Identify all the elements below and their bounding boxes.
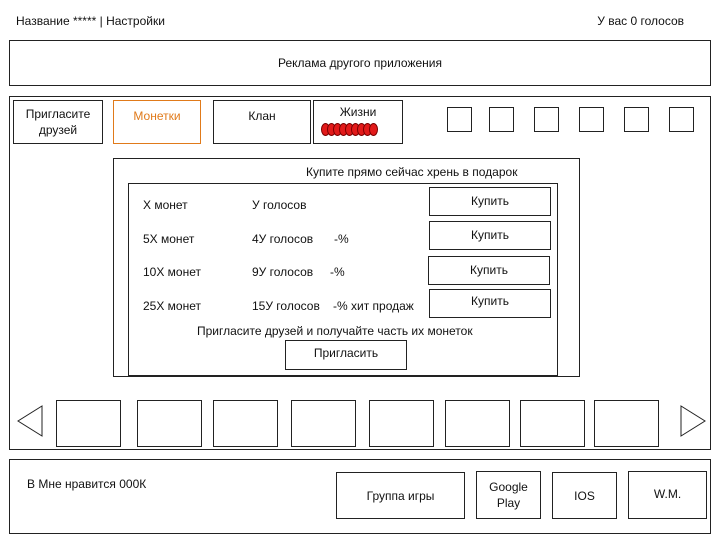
votes-counter: У вас 0 голосов <box>597 14 684 28</box>
window-title: Название ***** | Настройки <box>16 14 165 28</box>
game-group-label: Группа игры <box>366 488 435 503</box>
shop-title: Купите прямо сейчас хрень в подарок <box>306 165 518 179</box>
google-play-label: Google Play <box>489 480 528 510</box>
row-2-votes: 4У голосов <box>252 232 314 246</box>
slot-4[interactable] <box>579 107 604 132</box>
buy-button-1[interactable] <box>429 187 551 216</box>
triangle-left-icon[interactable] <box>16 404 44 438</box>
slot-6[interactable] <box>669 107 694 132</box>
ios-label: IOS <box>574 488 595 503</box>
carousel-item-5[interactable] <box>369 400 434 447</box>
buy-button-3-label: Купить <box>470 263 508 277</box>
row-2-discount: -% <box>334 232 349 246</box>
wm-button[interactable] <box>628 471 707 519</box>
tab-invite-friends-label: Пригласите друзей <box>25 107 91 137</box>
google-play-button[interactable] <box>476 471 541 519</box>
lives-hearts <box>324 123 378 136</box>
tab-coins-label: Монетки <box>133 109 181 123</box>
row-1-coins: X монет <box>143 198 188 212</box>
tab-lives-label: Жизни <box>339 105 377 119</box>
ad-banner-label: Реклама другого приложения <box>278 56 442 70</box>
carousel-item-8[interactable] <box>594 400 659 447</box>
tab-coins[interactable] <box>113 100 201 144</box>
tab-lives[interactable] <box>313 100 403 144</box>
ad-banner[interactable] <box>9 40 711 86</box>
buy-button-2[interactable] <box>429 221 551 250</box>
buy-button-4-label: Купить <box>471 294 509 308</box>
row-3-discount: -% <box>330 265 345 279</box>
carousel-item-4[interactable] <box>291 400 356 447</box>
row-4-discount-bestseller: -% хит продаж <box>333 299 414 313</box>
triangle-right-icon[interactable] <box>679 404 707 438</box>
tab-clan[interactable] <box>213 100 311 144</box>
buy-button-1-label: Купить <box>471 194 509 208</box>
buy-button-2-label: Купить <box>471 228 509 242</box>
row-3-votes: 9У голосов <box>252 265 314 279</box>
like-counter[interactable]: В Мне нравится 000К <box>27 477 147 491</box>
row-1-votes: У голосов <box>252 198 307 212</box>
row-3-coins: 10X монет <box>143 265 202 279</box>
slot-3[interactable] <box>534 107 559 132</box>
heart-icon <box>369 123 378 136</box>
carousel-item-1[interactable] <box>56 400 121 447</box>
carousel-item-6[interactable] <box>445 400 510 447</box>
invite-button-label: Пригласить <box>313 346 379 360</box>
slot-5[interactable] <box>624 107 649 132</box>
game-group-button[interactable] <box>336 472 465 519</box>
carousel-item-2[interactable] <box>137 400 202 447</box>
row-2-coins: 5X монет <box>143 232 195 246</box>
wm-label: W.M. <box>653 487 682 501</box>
buy-button-4[interactable] <box>429 289 551 318</box>
row-4-coins: 25X монет <box>143 299 202 313</box>
buy-button-3[interactable] <box>428 256 550 285</box>
row-4-votes: 15У голосов <box>252 299 320 313</box>
tab-invite-friends[interactable] <box>13 100 103 144</box>
tab-clan-label: Клан <box>248 109 276 123</box>
carousel-item-7[interactable] <box>520 400 585 447</box>
invite-button[interactable] <box>285 340 407 370</box>
slot-1[interactable] <box>447 107 472 132</box>
slot-2[interactable] <box>489 107 514 132</box>
ios-button[interactable] <box>552 472 617 519</box>
carousel-item-3[interactable] <box>213 400 278 447</box>
invite-promo-text: Пригласите друзей и получайте часть их монеток <box>197 324 473 338</box>
